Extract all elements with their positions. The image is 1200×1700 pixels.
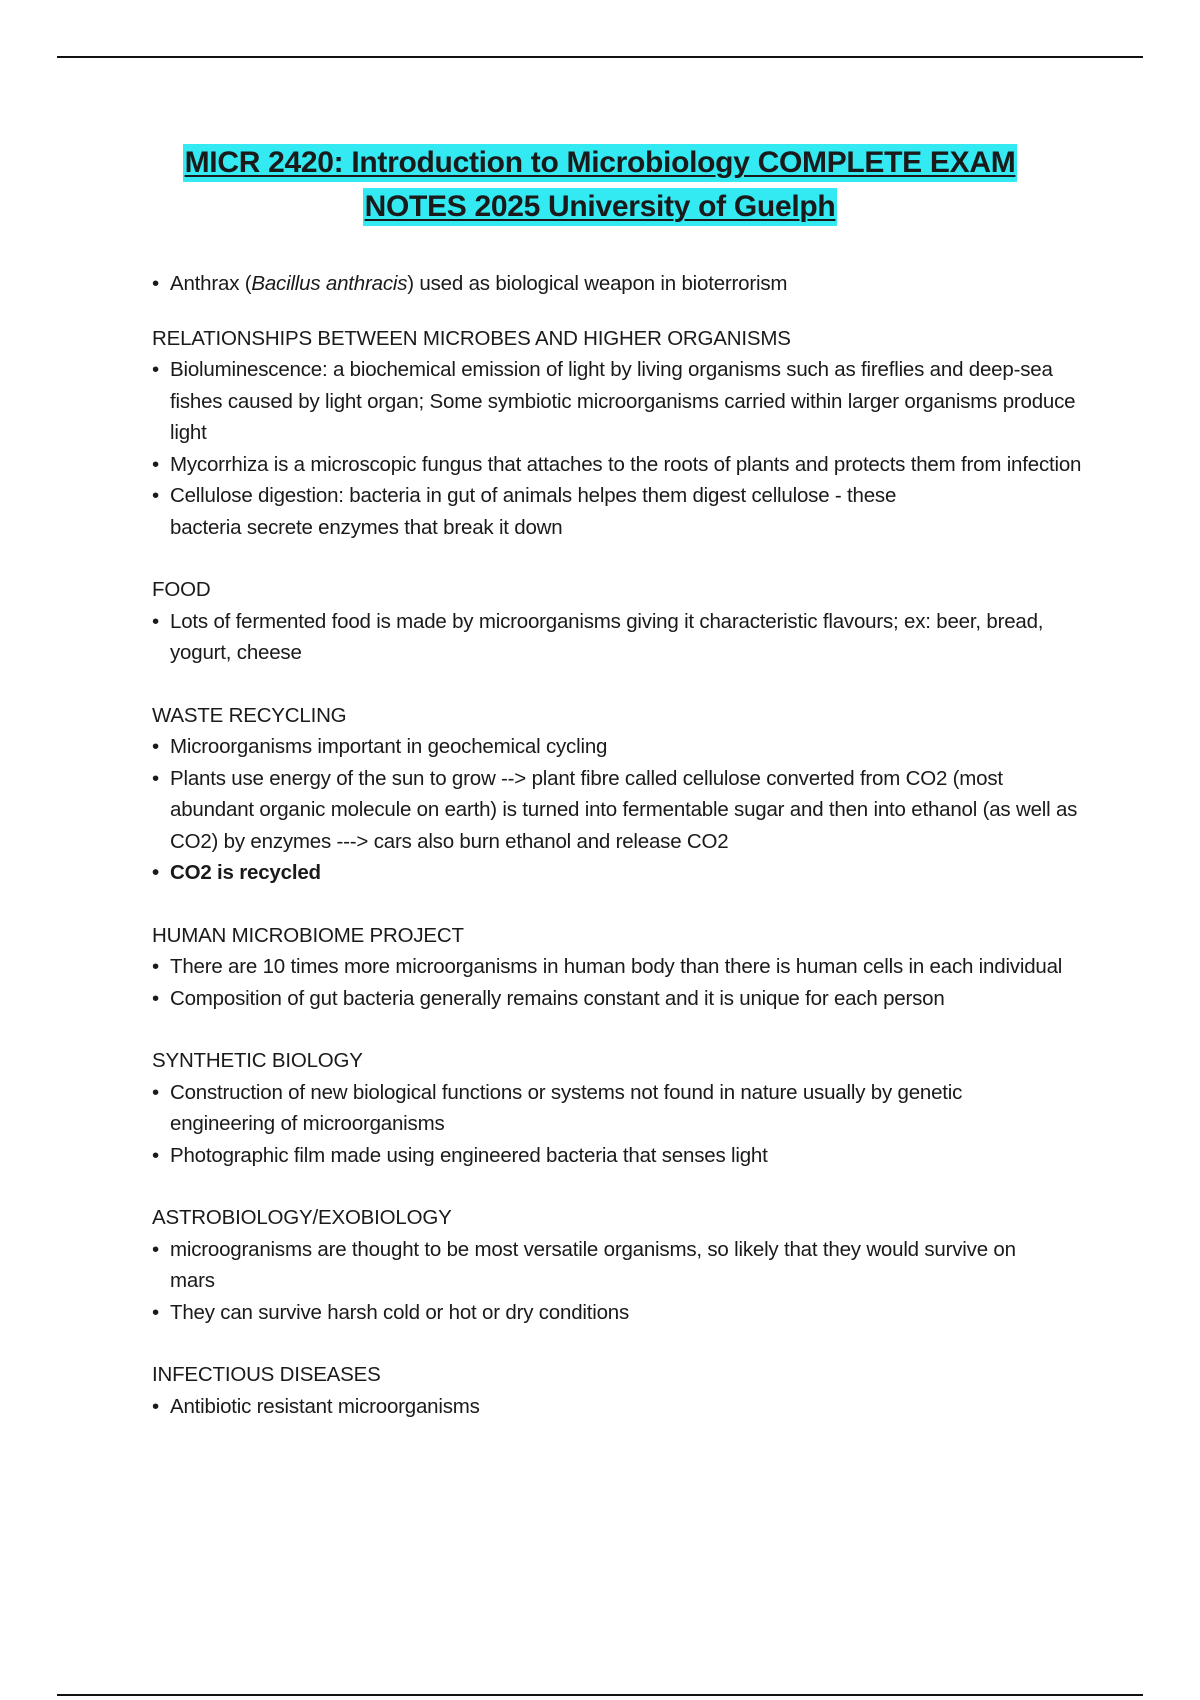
list-item: • Plants use energy of the sun to grow --> plant fibre called cellulose converted from CO2 (most abundant organic molecule on earth) is turned into fermentable sugar and then into ethanol (as well as CO2) by enzymes ---> cars also burn ethanol and release CO2: [152, 763, 1092, 858]
list-item: • Lots of fermented food is made by microorganisms giving it characteristic flavours; ex: beer, bread, yogurt, cheese: [152, 606, 1092, 669]
bullet-dot: •: [152, 986, 159, 1010]
intro-prefix: Anthrax (: [170, 272, 252, 295]
section-heading-infectious-diseases: INFECTIOUS DISEASES: [152, 1363, 381, 1386]
bullet-dot: •: [152, 452, 159, 476]
list-item: • Cellulose digestion: bacteria in gut of animals helpes them digest cellulose - these bacteria secrete enzymes that break it down: [152, 480, 1092, 543]
section-heading-waste-recycling: WASTE RECYCLING: [152, 703, 347, 727]
intro-species-name: Bacillus anthracis: [251, 272, 408, 295]
bullet-dot: •: [152, 861, 159, 884]
bullet-dot: •: [152, 1080, 159, 1104]
list-item: • Composition of gut bacteria generally remains constant and it is unique for each person: [152, 983, 1092, 1015]
notes-body: [152, 268, 1092, 1422]
intro-suffix: ) used as biological weapon in bioterrorism: [407, 272, 788, 295]
bullet-dot: •: [152, 272, 159, 295]
bullet-dot: •: [152, 484, 159, 507]
list-item: • They can survive harsh cold or hot or dry conditions: [152, 1297, 1092, 1329]
bullet-dot: •: [152, 1394, 159, 1418]
top-divider: [57, 56, 1143, 58]
list-item: • Microorganisms important in geochemical cycling: [152, 731, 1092, 763]
list-item: • Photographic film made using engineered bacteria that senses light: [152, 1140, 1092, 1172]
list-item-emphasis: • CO2 is recycled: [152, 857, 1092, 889]
bullet-dot: •: [152, 1143, 159, 1167]
list-item: • Construction of new biological functions or systems not found in nature usually by genetic engineering of microorganisms: [152, 1077, 1092, 1140]
list-item: • There are 10 times more microorganisms in human body than there is human cells in each individual: [152, 951, 1092, 983]
list-item: • Mycorrhiza is a microscopic fungus that attaches to the roots of plants and protects them from infection: [152, 449, 1092, 481]
section-heading-food: FOOD: [152, 578, 211, 601]
list-item: • Bioluminescence: a biochemical emission of light by living organisms such as fireflies and deep-sea fishes caused by light organ; Some symbiotic microorganisms carried within larger organisms produce light: [152, 354, 1092, 449]
section-heading-relationships: RELATIONSHIPS BETWEEN MICROBES AND HIGHER ORGANISMS: [152, 326, 791, 350]
intro-bullet: [152, 268, 1092, 300]
bullet-dot: •: [152, 735, 159, 758]
bottom-divider: [57, 1694, 1143, 1696]
section-heading-human-microbiome: HUMAN MICROBIOME PROJECT: [152, 923, 464, 947]
title-line-1: MICR 2420: Introduction to Microbiology COMPLETE EXAM: [183, 144, 1018, 182]
section-heading-astrobiology: ASTROBIOLOGY/EXOBIOLOGY: [152, 1206, 452, 1229]
title-line-2: NOTES 2025 University of Guelph: [363, 188, 838, 226]
list-item: • microogranisms are thought to be most versatile organisms, so likely that they would survive on mars: [152, 1234, 1092, 1297]
bullet-dot: •: [152, 358, 159, 381]
section-heading-synthetic-biology: SYNTHETIC BIOLOGY: [152, 1049, 363, 1072]
bullet-dot: •: [152, 609, 159, 633]
bullet-dot: •: [152, 766, 159, 790]
list-item: • Antibiotic resistant microorganisms: [152, 1391, 1092, 1423]
bullet-dot: •: [152, 1300, 159, 1324]
document-title: [60, 144, 1140, 232]
bullet-dot: •: [152, 1237, 159, 1261]
bullet-dot: •: [152, 955, 159, 978]
